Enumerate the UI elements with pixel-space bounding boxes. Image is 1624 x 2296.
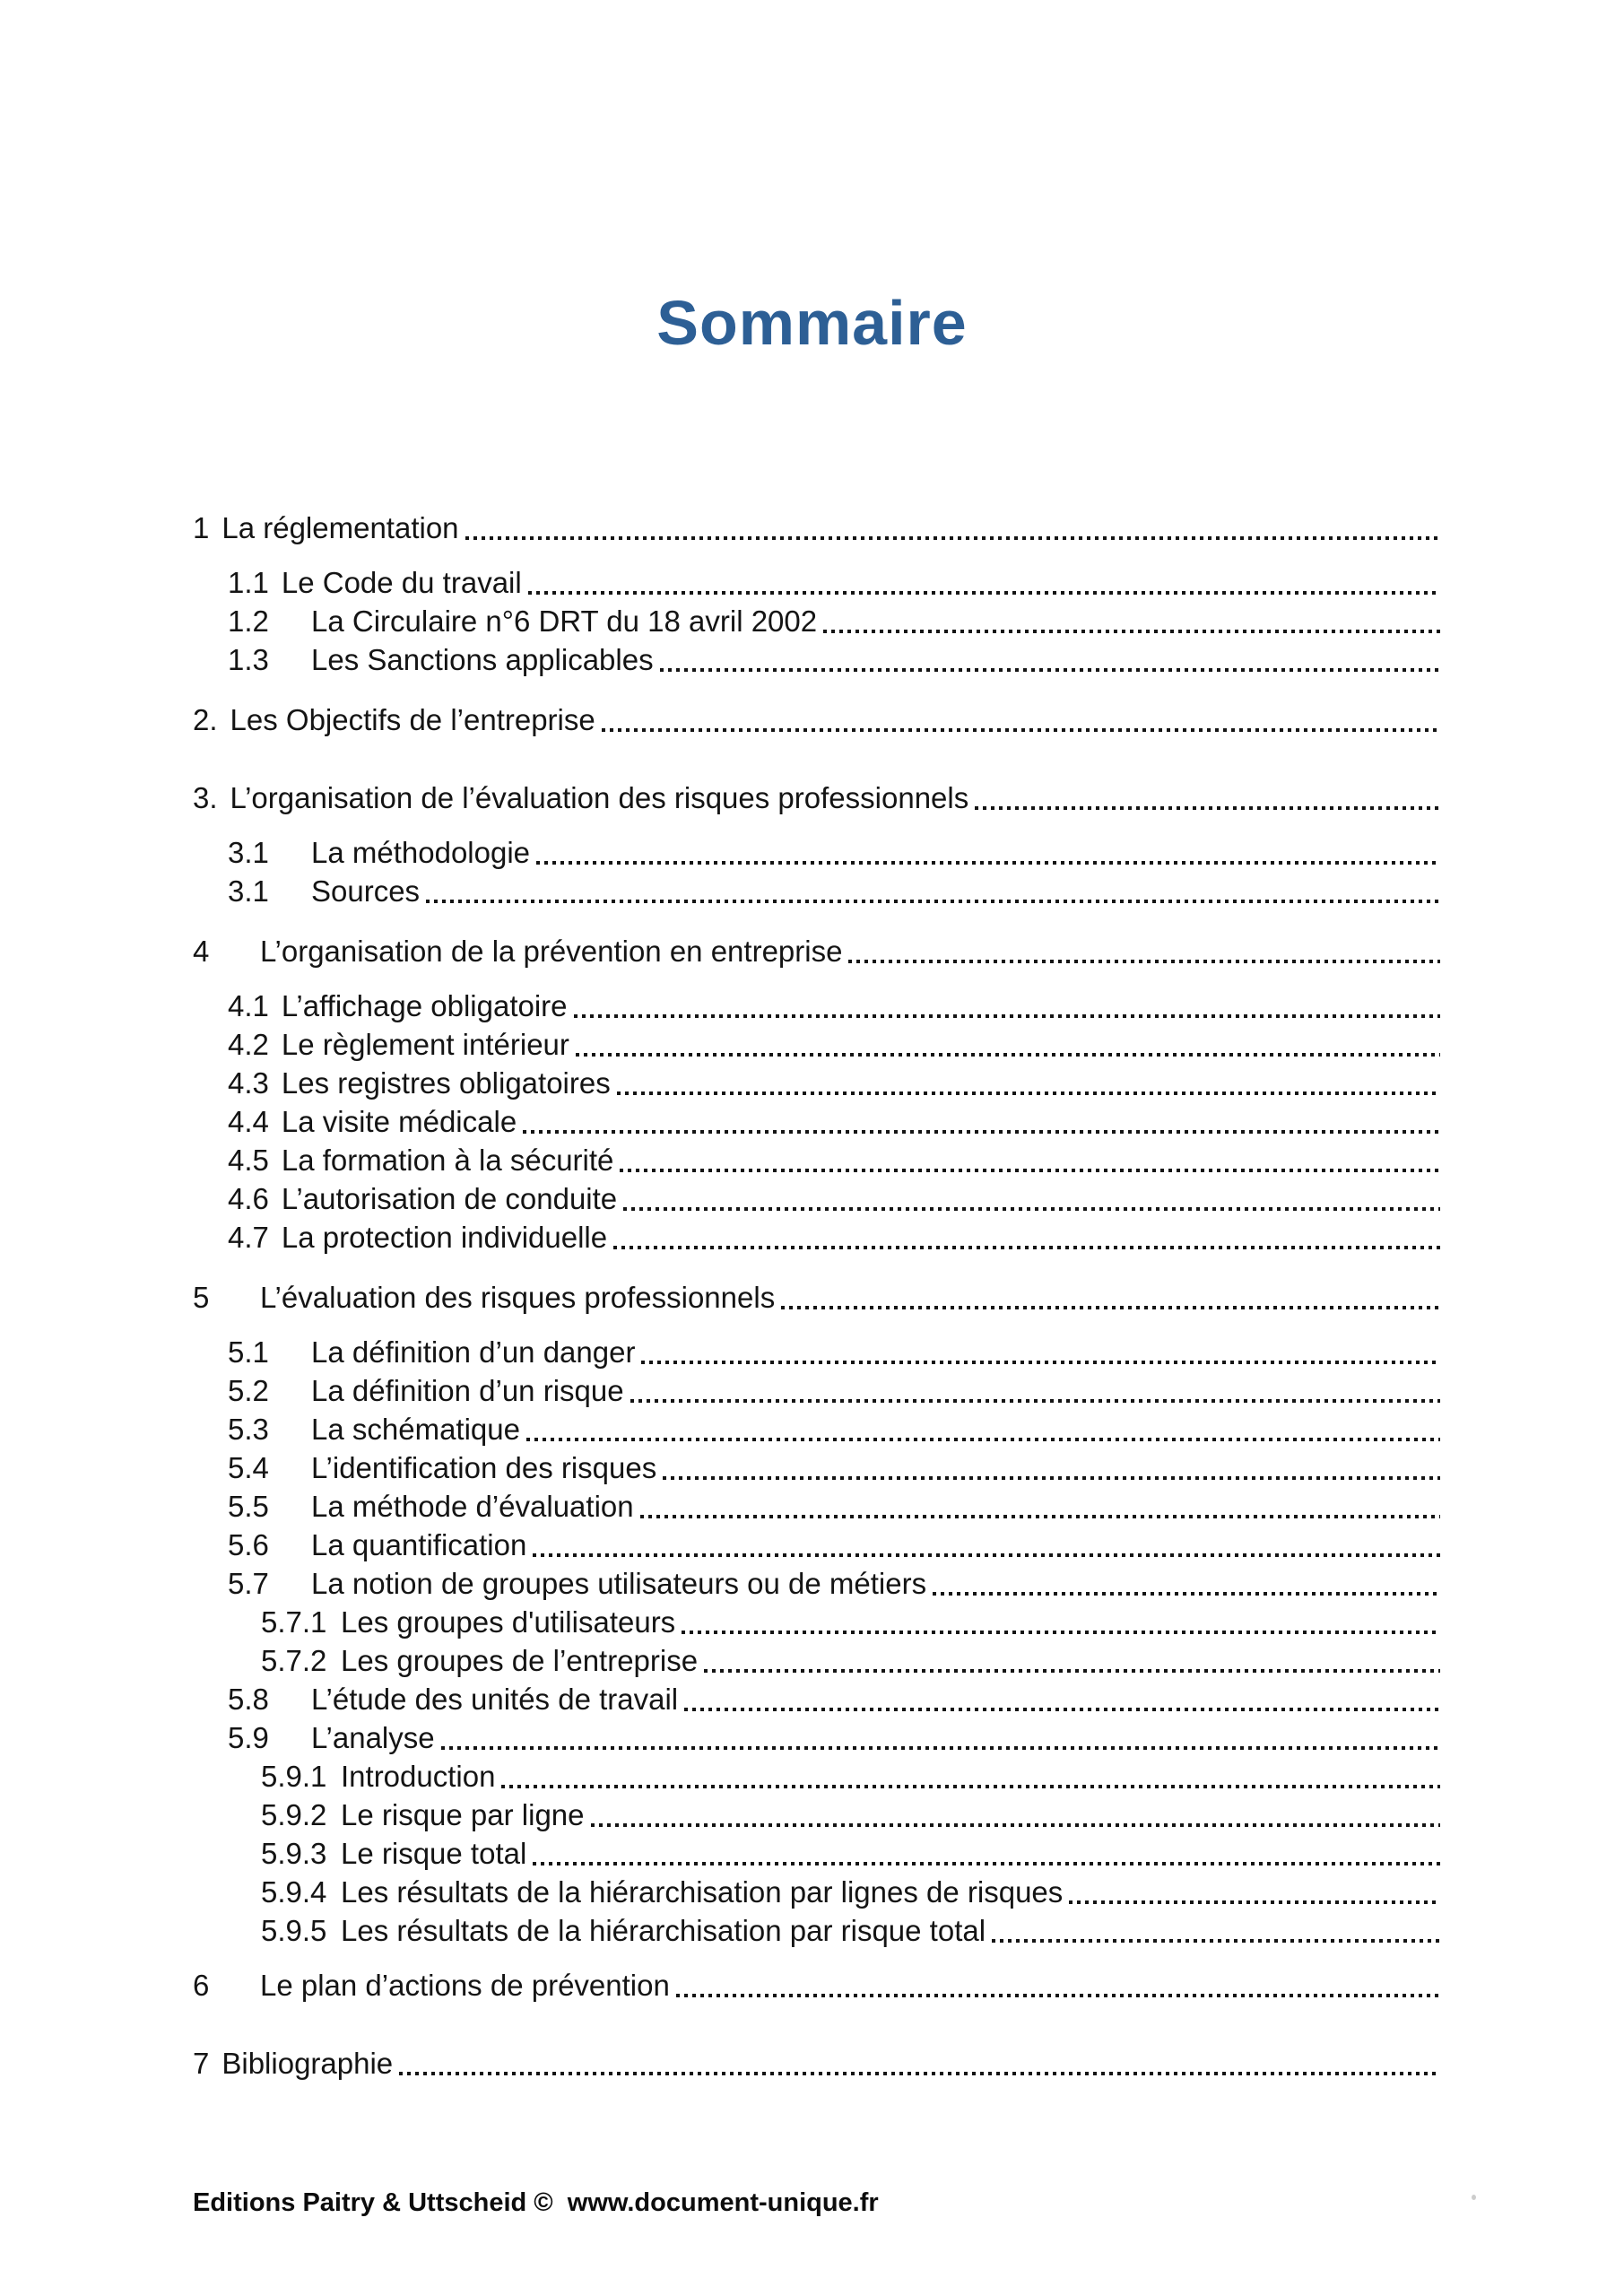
toc-entry-label: Le risque par ligne <box>341 1798 585 1831</box>
dot-leader <box>663 1476 1440 1480</box>
toc-entry-number: 5.8 <box>228 1683 269 1716</box>
toc-entry-label: L’organisation de l’évaluation des risques professionnels <box>230 781 969 814</box>
dot-leader <box>591 1823 1440 1827</box>
toc-entry-label: La visite médicale <box>281 1105 517 1138</box>
toc-entry-label: Sources <box>311 874 421 908</box>
dot-leader <box>823 630 1440 633</box>
toc-entry-number: 1.1 <box>228 566 269 599</box>
toc-entry-label: L’identification des risques <box>311 1451 657 1484</box>
toc-entry-label: Les groupes d'utilisateurs <box>341 1605 676 1639</box>
toc-entry-number: 4.5 <box>228 1144 269 1177</box>
toc-row <box>193 1278 1442 1317</box>
toc-row <box>228 1410 1442 1448</box>
toc-entry-number: 5.9.1 <box>261 1760 327 1793</box>
toc-row <box>228 1487 1442 1526</box>
dot-leader <box>602 728 1440 732</box>
toc-entry-label: La Circulaire n°6 DRT du 18 avril 2002 <box>311 604 818 638</box>
toc-entry-label: Les groupes de l’entreprise <box>341 1644 699 1677</box>
dot-leader <box>399 2072 1440 2075</box>
toc-row <box>228 833 1442 872</box>
toc-row <box>261 1757 1442 1796</box>
dot-leader <box>426 900 1440 903</box>
toc-row <box>261 1873 1442 1911</box>
toc-entry-number: 5.7 <box>228 1567 269 1600</box>
toc-entry-label: L’évaluation des risques professionnels <box>260 1281 776 1314</box>
dot-leader <box>660 668 1440 672</box>
toc-entry-number: 4.2 <box>228 1028 269 1061</box>
toc-entry-label: La méthodologie <box>311 836 531 869</box>
toc-entry-number: 6 <box>193 1969 210 2002</box>
toc-entry-label: Le Code du travail <box>281 566 522 599</box>
toc-entry-label: La schématique <box>311 1413 520 1446</box>
toc-entry-number: 5.9.5 <box>261 1914 327 1947</box>
table-of-contents <box>193 509 1442 2083</box>
toc-row <box>228 1025 1442 1064</box>
toc-entry-label: La définition d’un danger <box>311 1335 636 1369</box>
toc-row <box>261 1796 1442 1834</box>
toc-entry-label: L’étude des unités de travail <box>311 1683 679 1716</box>
toc-entry-number: 5.5 <box>228 1490 269 1523</box>
dot-leader <box>523 1130 1440 1134</box>
toc-row <box>228 1218 1442 1257</box>
dot-leader <box>576 1053 1440 1057</box>
dot-leader <box>933 1592 1440 1596</box>
toc-entry-label: Les registres obligatoires <box>281 1066 611 1100</box>
dot-leader <box>465 536 1440 540</box>
toc-row <box>228 872 1442 910</box>
dot-leader <box>441 1746 1440 1750</box>
dot-leader <box>623 1207 1440 1211</box>
toc-row <box>228 1371 1442 1410</box>
toc-entry-label: La méthode d’évaluation <box>311 1490 634 1523</box>
toc-row <box>193 700 1442 739</box>
toc-row <box>193 2044 1442 2083</box>
toc-entry-label: Les Sanctions applicables <box>311 643 654 676</box>
dot-leader <box>781 1306 1440 1309</box>
toc-entry-number: 5.7.2 <box>261 1644 327 1677</box>
toc-row <box>228 602 1442 640</box>
toc-entry-number: 1.3 <box>228 643 269 676</box>
toc-entry-number: 5.9.2 <box>261 1798 327 1831</box>
dot-leader <box>620 1169 1440 1172</box>
toc-entry-number: 5.9.3 <box>261 1837 327 1870</box>
dot-leader <box>528 591 1440 595</box>
toc-entry-number: 3.1 <box>228 836 269 869</box>
toc-row <box>193 778 1442 817</box>
dot-leader <box>676 1994 1440 1997</box>
toc-entry-label: Bibliographie <box>221 2047 394 2080</box>
toc-row <box>228 1526 1442 1564</box>
toc-entry-number: 4.7 <box>228 1221 269 1254</box>
toc-row <box>228 1333 1442 1371</box>
toc-entry-number: 4.1 <box>228 989 269 1022</box>
toc-entry-label: La définition d’un risque <box>311 1374 624 1407</box>
toc-row <box>261 1834 1442 1873</box>
toc-entry-label: La formation à la sécurité <box>281 1144 614 1177</box>
toc-entry-number: 5.9.4 <box>261 1875 327 1909</box>
dot-leader <box>640 1515 1440 1518</box>
toc-row <box>228 640 1442 679</box>
scan-artifact-dot <box>1472 2195 1476 2200</box>
dot-leader <box>682 1631 1440 1634</box>
dot-leader <box>574 1014 1440 1018</box>
toc-entry-label: L’organisation de la prévention en entreprise <box>260 935 843 968</box>
footer-text: Editions Paitry & Uttscheid © www.document-unique.fr <box>193 2188 879 2217</box>
toc-row <box>261 1641 1442 1680</box>
toc-entry-number: 4.3 <box>228 1066 269 1100</box>
dot-leader <box>533 1862 1440 1866</box>
dot-leader <box>526 1438 1440 1441</box>
toc-row <box>228 1141 1442 1179</box>
toc-entry-number: 7 <box>193 2047 210 2080</box>
toc-row <box>228 1680 1442 1718</box>
dot-leader <box>684 1708 1440 1711</box>
toc-entry-label: Les résultats de la hiérarchisation par lignes de risques <box>341 1875 1064 1909</box>
dot-leader <box>704 1669 1440 1673</box>
toc-row <box>228 1718 1442 1757</box>
dot-leader <box>848 960 1440 963</box>
toc-entry-label: Introduction <box>341 1760 496 1793</box>
toc-entry-label: L’analyse <box>311 1721 435 1754</box>
toc-entry-number: 3.1 <box>228 874 269 908</box>
toc-entry-label: L’affichage obligatoire <box>281 989 568 1022</box>
toc-entry-number: 5.3 <box>228 1413 269 1446</box>
toc-row <box>228 1179 1442 1218</box>
toc-row <box>228 1102 1442 1141</box>
toc-entry-number: 1 <box>193 511 210 544</box>
toc-row <box>228 563 1442 602</box>
toc-row <box>228 1064 1442 1102</box>
toc-entry-label: Le risque total <box>341 1837 527 1870</box>
toc-entry-label: Le règlement intérieur <box>281 1028 569 1061</box>
dot-leader <box>641 1361 1440 1364</box>
toc-entry-label: L’autorisation de conduite <box>281 1182 618 1215</box>
toc-entry-number: 4 <box>193 935 210 968</box>
toc-row <box>193 932 1442 970</box>
toc-entry-number: 5.2 <box>228 1374 269 1407</box>
dot-leader <box>617 1091 1440 1095</box>
dot-leader <box>630 1399 1440 1403</box>
toc-entry-label: La protection individuelle <box>281 1221 608 1254</box>
toc-row <box>261 1911 1442 1950</box>
toc-entry-number: 5.4 <box>228 1451 269 1484</box>
toc-entry-number: 5.1 <box>228 1335 269 1369</box>
dot-leader <box>992 1939 1440 1943</box>
dot-leader <box>1069 1900 1440 1904</box>
dot-leader <box>536 861 1440 865</box>
dot-leader <box>975 806 1440 810</box>
toc-entry-label: Le plan d’actions de prévention <box>260 1969 670 2002</box>
page-title: Sommaire <box>656 288 968 358</box>
toc-entry-label: La quantification <box>311 1528 527 1561</box>
toc-entry-number: 4.4 <box>228 1105 269 1138</box>
dot-leader <box>533 1553 1440 1557</box>
toc-entry-number: 3. <box>193 781 218 814</box>
toc-entry-label: Les résultats de la hiérarchisation par risque total <box>341 1914 986 1947</box>
toc-entry-number: 1.2 <box>228 604 269 638</box>
toc-entry-label: La notion de groupes utilisateurs ou de métiers <box>311 1567 927 1600</box>
toc-entry-label: Les Objectifs de l’entreprise <box>230 703 595 736</box>
toc-row <box>193 509 1442 547</box>
toc-entry-label: La réglementation <box>221 511 459 544</box>
toc-entry-number: 4.6 <box>228 1182 269 1215</box>
toc-entry-number: 5.9 <box>228 1721 269 1754</box>
dot-leader <box>613 1246 1440 1249</box>
toc-entry-number: 5.6 <box>228 1528 269 1561</box>
toc-entry-number: 5 <box>193 1281 210 1314</box>
toc-row <box>228 1448 1442 1487</box>
toc-entry-number: 2. <box>193 703 218 736</box>
toc-row <box>228 1564 1442 1603</box>
toc-entry-number: 5.7.1 <box>261 1605 327 1639</box>
toc-row <box>193 1966 1442 2005</box>
toc-row <box>228 987 1442 1025</box>
toc-row <box>261 1603 1442 1641</box>
dot-leader <box>501 1785 1440 1788</box>
